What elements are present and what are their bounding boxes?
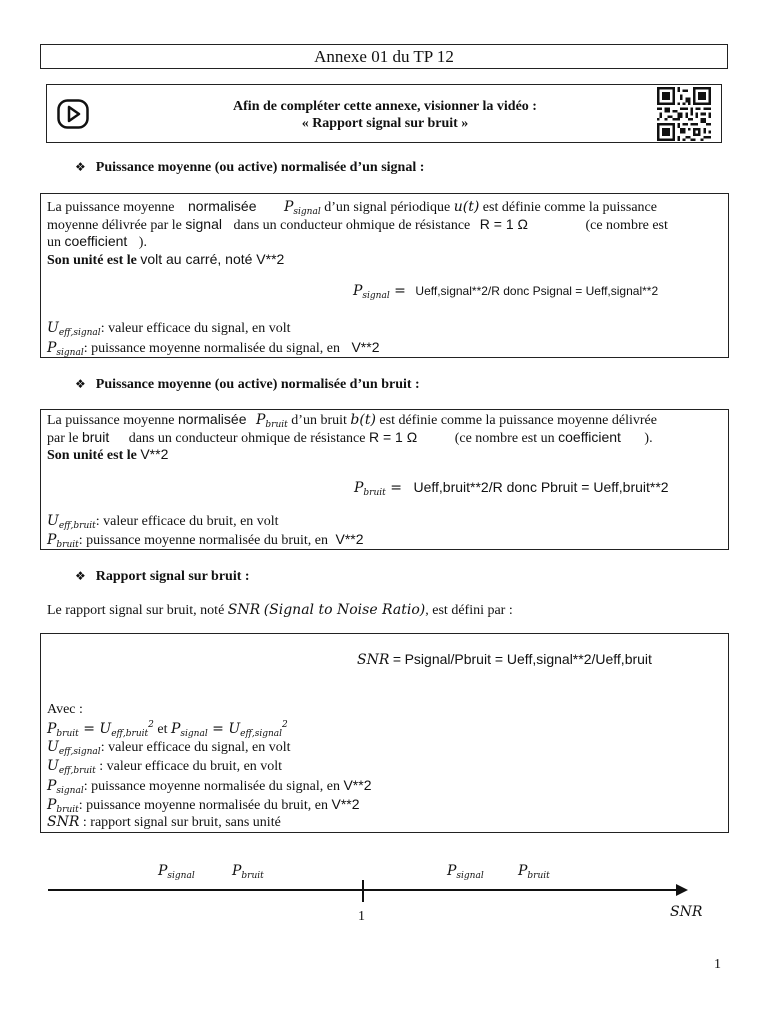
diamond-bullet-icon: ❖ [75,377,86,391]
axis-tick-label: 1 [358,909,365,924]
answer-normalisee: normalisée [178,411,247,427]
answer-signal: signal [185,216,222,232]
axis-arrow-icon [676,884,688,896]
axis-label-pbruit-right: $P_{bruit}$ [518,863,550,881]
page-title: Annexe 01 du TP 12 [40,44,728,69]
noise-def-p: $P_{bruit}$: puissance moyenne normalisée du bruit, en V**2 [47,531,364,550]
video-instruction: Afin de compléter cette annexe, visionner la vidéo : [233,99,537,114]
snr-def-snr: SNR : rapport signal sur bruit, sans unité [47,814,281,830]
answer-noise-formula: Ueff,bruit**2/R donc Pbruit = Ueff,bruit**2 [413,479,669,495]
snr-def-ueff-bruit: $U_{eff,bruit}$ : valeur efficace du bruit, en volt [47,758,283,776]
signal-line3: un coefficient ). [47,233,147,250]
snr-avec: Avec : [47,702,83,717]
axis-label-psignal-right: $P_{signal}$ [447,863,484,881]
axis-label-pbruit-left: $P_{bruit}$ [232,863,264,881]
snr-def-pbruit: $P_{bruit}$: puissance moyenne normalisée du bruit, en V**2 [47,796,360,815]
snr-intro: Le rapport signal sur bruit, noté SNR (Signal to Noise Ratio), est défini par : [47,602,513,618]
signal-formula: $P_{signal}$ = Ueff,signal**2/R donc Psignal = Ueff,signal**2 [353,283,659,301]
answer-bruit: bruit [81,429,110,445]
noise-formula: $P_{bruit}$ = Ueff,bruit**2/R donc Pbruit = Ueff,bruit**2 [354,479,669,498]
axis-snr-label: SNR [670,904,703,920]
page-number: 1 [714,957,721,972]
signal-def-ueff: $U_{eff,signal}$: valeur efficace du signal, en volt [47,320,291,338]
section-heading-signal: ❖ Puissance moyenne (ou active) normalisée d’un signal : [75,160,425,175]
section-heading-snr: ❖ Rapport signal sur bruit : [75,569,250,584]
signal-line1: La puissance moyenne normalisée $P_{signal}$ d’un signal périodique u(t) est définie comme la puissance [47,198,657,217]
answer-coefficient: coefficient [64,233,128,249]
answer-unit: volt au carré, noté V**2 [140,251,285,267]
video-title: « Rapport signal sur bruit » [301,116,469,131]
snr-def-ueff-signal: $U_{eff,signal}$: valeur efficace du signal, en volt [47,739,291,757]
answer-def-unit: V**2 [335,531,364,547]
noise-def-ueff: $U_{eff,bruit}$: valeur efficace du bruit, en volt [47,513,279,531]
signal-line2: moyenne délivrée par le signal dans un conducteur ohmique de résistance R = 1 Ω (ce nombre est [47,216,668,233]
video-box [46,84,722,143]
snr-axis [40,875,700,905]
answer-normalisee: normalisée [188,198,257,214]
noise-unit-line: Son unité est le V**2 [47,446,169,463]
answer-resistance: R = 1 Ω [479,216,528,232]
answer-def3-unit: V**2 [343,777,372,793]
answer-coefficient: coefficient [558,429,621,445]
noise-line1: La puissance moyenne normalisée $P_{bruit}$ d’un bruit b(t) est définie comme la puissance moyenne délivrée [47,411,657,430]
snr-def-psignal: $P_{signal}$: puissance moyenne normalisée du signal, en V**2 [47,777,372,796]
answer-snr-formula: Psignal/Pbruit = Ueff,signal**2/Ueff,bruit [404,651,652,667]
signal-unit-line: Son unité est le volt au carré, noté V**2 [47,251,285,268]
signal-def-p: $P_{signal}$: puissance moyenne normalisée du signal, en V**2 [47,339,380,358]
answer-def4-unit: V**2 [331,796,360,812]
answer-unit: V**2 [140,446,169,462]
diamond-bullet-icon: ❖ [75,160,86,174]
noise-line2: par le bruit dans un conducteur ohmique de résistance R = 1 Ω (ce nombre est un coefficient ). [47,429,653,446]
section-heading-bruit: ❖ Puissance moyenne (ou active) normalisée d’un bruit : [75,377,420,392]
qr-code-icon[interactable] [656,87,712,146]
answer-def-unit: V**2 [351,339,380,355]
snr-formula: SNR = Psignal/Pbruit = Ueff,signal**2/Ueff,bruit [357,651,652,668]
diamond-bullet-icon: ❖ [75,569,86,583]
answer-resistance: R = 1 Ω [368,429,418,445]
snr-relations: $P_{bruit} = U_{eff,bruit}^2$ et $P_{signal} = U_{eff,signal}^2$ [47,720,288,739]
answer-signal-formula: Ueff,signal**2/R donc Psignal = Ueff,signal**2 [415,284,659,298]
axis-label-psignal-left: $P_{signal}$ [158,863,195,881]
